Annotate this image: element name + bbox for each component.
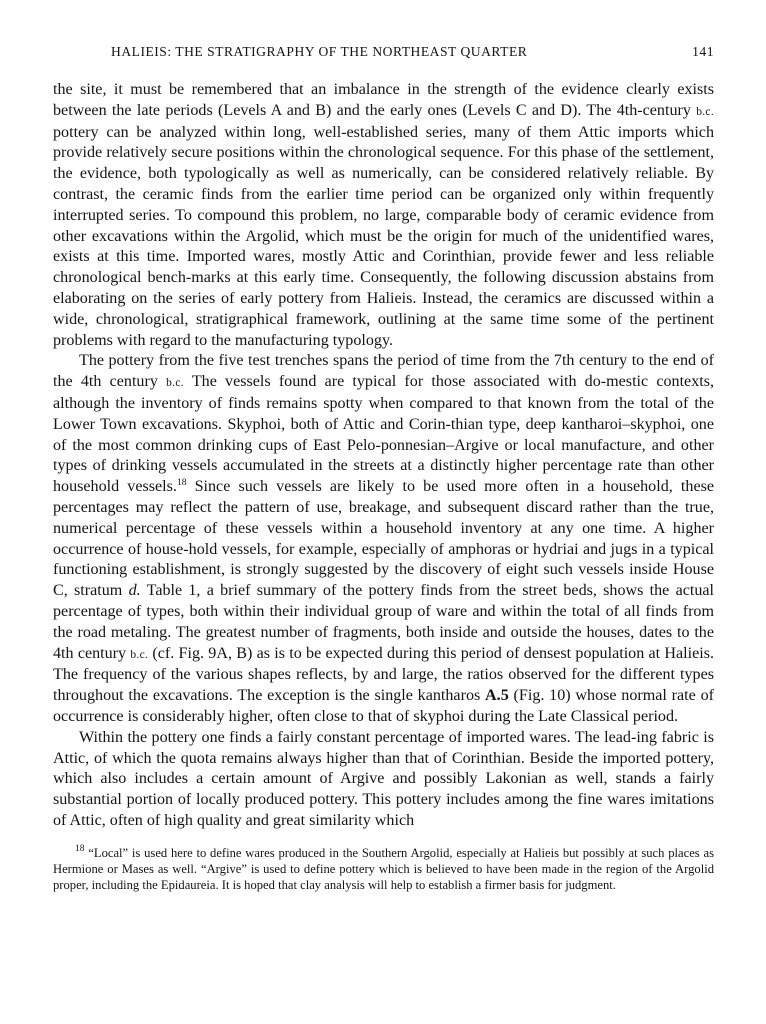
text-run: Table 1, a brief summary of the pottery finds from the street beds, shows the actual percentage of types, both within their individual group of ware and within the total of all finds from the road metaling. The greatest number of fragments, both inside and outside the houses, dates to the 4th century [53, 582, 715, 662]
footnote [53, 845, 714, 893]
era-abbreviation: b.c. [166, 377, 184, 390]
paragraph-2 [53, 351, 714, 727]
era-abbreviation: b.c. [130, 648, 149, 661]
text-run: Since such vessels are likely to be used more often in a household, these percentages may reflect the pattern of use, breakage, and subsequent discard rather than the true, numerical percentage of these vessels within a household inventory at any one time. A higher occurrence of house-hold vessels, for example, especially of amphoras or hydriai and jugs in a typical functioning establishment, is strongly suggested by the discovery of eight such vessels inside House C, stratum [53, 478, 714, 600]
paragraph-1 [53, 80, 714, 351]
text-run: The vessels found are typical for those associated with do-mestic contexts, although the inventory of finds remains spotty when compared to that known from the total of the Lower Town excavations. Skyphoi, both of Attic and Corin-thian type, deep kantharoi–skyphoi, one of the most common drinking cups of East Pelo-ponnesian–Argive or local manufacture, and other types of drinking vessels accumulated in the streets at a distinctly higher percentage rate than other household vessels. [53, 373, 715, 496]
footnote-number: 18 [75, 843, 85, 854]
running-title: HALIEIS: THE STRATIGRAPHY OF THE NORTHEAST QUARTER [111, 44, 528, 59]
stratum-label: d. [128, 582, 141, 600]
era-abbreviation: b.c. [696, 105, 714, 118]
footnote-text: “Local” is used here to define wares produced in the Southern Argolid, especially at Halieis but possibly at such places as Hermione or Mases as well. “Argive” is used to define pottery which is believed to have been made in the region of the Argolid proper, including the Epidaureia. It is hoped that clay analysis will help to establish a firmer basis for judgment. [53, 845, 714, 892]
text-run: (cf. Fig. 9A, B) as is to be expected during this period of densest population at Halieis. The frequency of the various shapes reflects, by and large, the ratios observed for the different types throughout the excavations. The exception is the single kantharos [53, 644, 714, 705]
page-number: 141 [692, 44, 714, 59]
text-run: The pottery from the five test trenches spans the period of time from the 7th century to the end of the 4th century [53, 352, 714, 391]
running-head [53, 44, 714, 68]
body-text [53, 80, 714, 832]
footnote-reference[interactable]: 18 [176, 478, 187, 489]
text-run: the site, it must be remembered that an imbalance in the strength of the evidence clearly exists between the late periods (Levels A and B) and the early ones (Levels C and D). The 4th-century [53, 81, 714, 119]
text-run: pottery can be analyzed within long, well-established series, many of them Attic imports which provide relatively secure positions within the chronological sequence. For this phase of the settlement, the evidence, both typologically as well as numerically, can be considered relatively reliable. By contrast, the ceramic finds from the earlier time period can be organized only within frequently interrupted series. To compound this problem, no large, comparable body of ceramic evidence from other excavations within the Argolid, which must be the origin for much of the unidentified wares, exists at this time. Imported wares, mostly Attic and Corinthian, provide fewer and less reliable chronological bench-marks at this early time. Consequently, the following discussion abstains from elaborating on the series of early pottery from Halieis. Instead, the ceramics are discussed within a wide, chronological, stratigraphical framework, outlining at the same time some of the pertinent problems with regard to the manufacturing typology. [53, 123, 714, 349]
text-run: (Fig. 10) whose normal rate of occurrence is considerably higher, often close to that of skyphoi during the Late Classical period. [53, 687, 714, 725]
paragraph-3 [53, 728, 714, 832]
text-run: Within the pottery one finds a fairly constant percentage of imported wares. The lead-ing fabric is Attic, of which the quota remains always higher than that of Corinthian. Beside the imported pottery, which also includes a certain amount of Argive and possibly Lakonian as well, stands a fairly substantial portion of locally produced pottery. This pottery includes among the fine wares imitations of Attic, often of high quality and great similarity which [53, 728, 714, 829]
catalog-item-ref: A.5 [485, 687, 509, 705]
